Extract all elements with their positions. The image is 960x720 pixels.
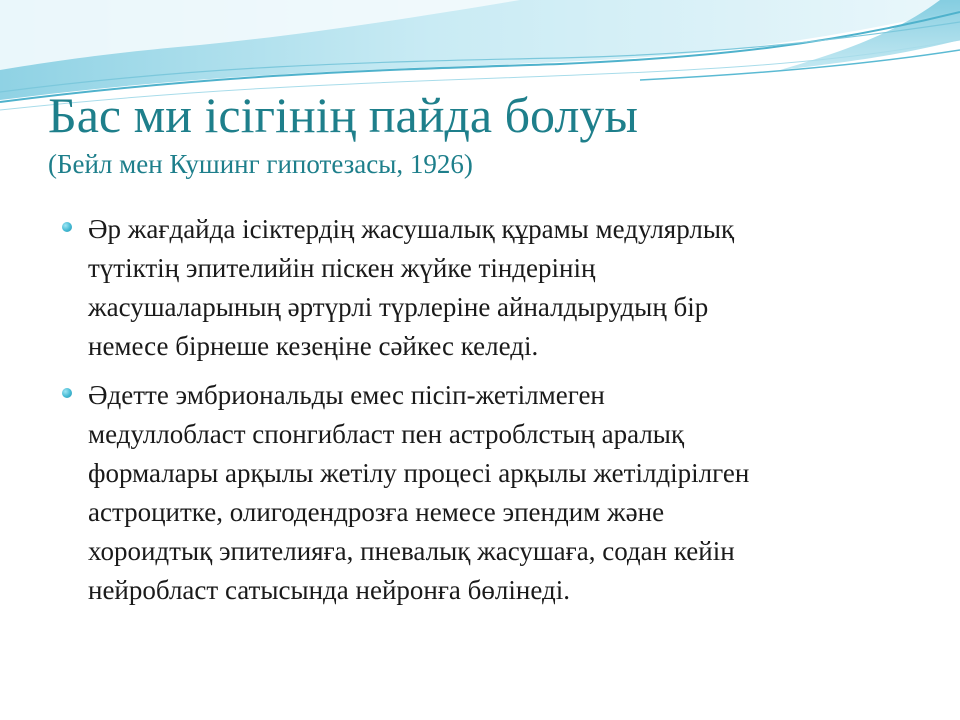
slide-subtitle: (Бейл мен Кушинг гипотезасы, 1926) bbox=[48, 149, 473, 179]
bullet-item bbox=[58, 376, 918, 610]
bullet-list bbox=[58, 210, 918, 610]
content-area bbox=[58, 210, 918, 620]
bullet-text: Әдетте эмбриональды емес пісіп-жетілмеген медуллобласт спонгибласт пен астроблстың аралық формалары арқылы жетілу процесі арқылы жетілдірілген астроцитке, олигодендрозға немесе эпендим және хороидтық эпителияға, пневалық жасушаға, содан кейін нейробласт сатысында нейронға бөлінеді. bbox=[88, 380, 750, 605]
bullet-item bbox=[58, 210, 918, 366]
bullet-dot-icon bbox=[62, 388, 72, 398]
title-block bbox=[48, 86, 928, 180]
bullet-text: Әр жағдайда ісіктердің жасушалық құрамы медулярлық түтіктің эпителийін піскен жүйке тіндерінің жасушаларының әртүрлі түрлеріне айналдырудың бір немесе бірнеше кезеңіне сәйкес келеді. bbox=[88, 214, 735, 361]
slide-title: Бас ми ісігінің пайда болуы bbox=[48, 87, 638, 143]
bullet-dot-icon bbox=[62, 222, 72, 232]
